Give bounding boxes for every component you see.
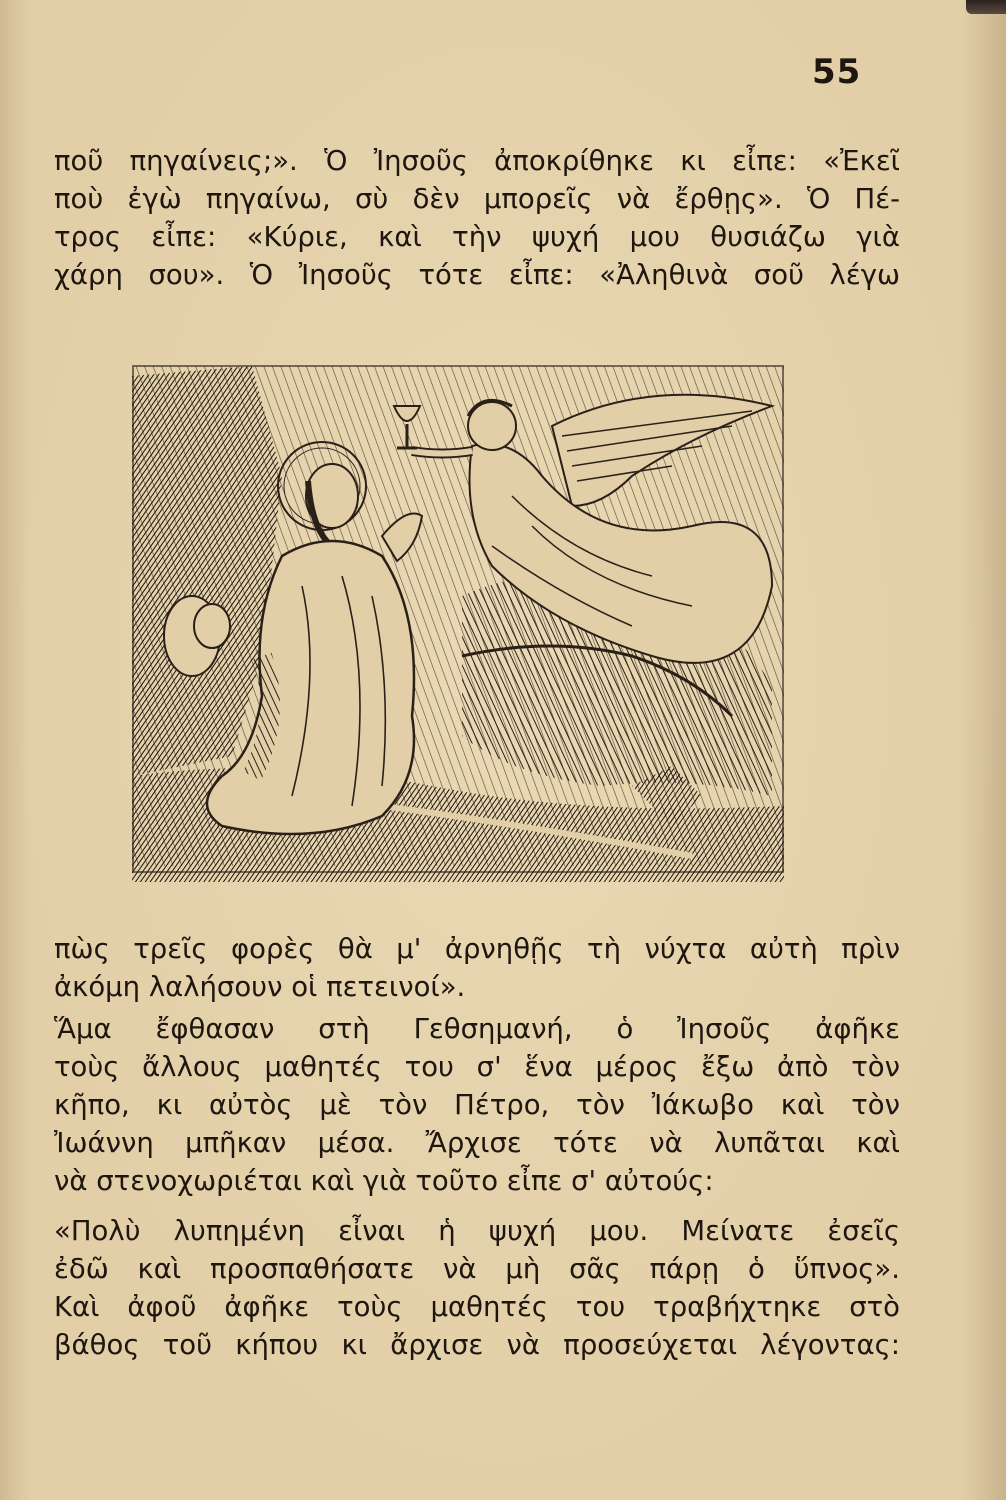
text-line: ἐδῶ καὶ προσπαθήσατε νὰ μὴ σᾶς πάρῃ ὁ ὕπνος». [54, 1253, 900, 1285]
text-line: Ἅμα ἔφθασαν στὴ Γεθσημανή, ὁ Ἰησοῦς ἀφῆκε [54, 1013, 900, 1045]
text-line: ἀκόμη λαλήσουν οἱ πετεινοί». [54, 971, 466, 1003]
text-line: τοὺς ἄλλους μαθητές του σ' ἕνα μέρος ἔξω ἀπὸ τὸν [54, 1051, 900, 1083]
text-line: ποὺ ἐγὼ πηγαίνω, σὺ δὲν μπορεῖς νὰ ἔρθῃς». Ὁ Πέ- [54, 183, 900, 215]
text-line: κῆπο, κι αὐτὸς μὲ τὸν Πέτρο, τὸν Ἰάκωβο καὶ τὸν [54, 1089, 900, 1121]
paragraph-2 [54, 930, 900, 1006]
text-line: χάρη σου». Ὁ Ἰησοῦς τότε εἶπε: «Ἀληθινὰ σοῦ λέγω [54, 259, 900, 291]
text-line: νὰ στενοχωριέται καὶ γιὰ τοῦτο εἶπε σ' αὐτούς: [54, 1165, 714, 1197]
page-corner-shadow [966, 0, 1006, 14]
text-line: «Πολὺ λυπημένη εἶναι ἡ ψυχή μου. Μείνατε ἐσεῖς [54, 1215, 900, 1247]
text-line: ποῦ πηγαίνεις;». Ὁ Ἰησοῦς ἀποκρίθηκε κι εἶπε: «Ἐκεῖ [54, 145, 900, 177]
page-number: 55 [812, 52, 862, 92]
paragraph-3 [54, 1010, 900, 1200]
text-line: τρος εἶπε: «Κύριε, καὶ τὴν ψυχή μου θυσιάζω γιὰ [54, 221, 900, 253]
paragraph-top [54, 142, 900, 294]
gethsemane-engraving [132, 356, 784, 882]
text-line: βάθος τοῦ κήπου κι ἄρχισε νὰ προσεύχεται λέγοντας: [54, 1329, 900, 1361]
text-line: Ἰωάννη μπῆκαν μέσα. Ἄρχισε τότε νὰ λυπᾶται καὶ [54, 1127, 900, 1159]
text-line: Καὶ ἀφοῦ ἀφῆκε τοὺς μαθητές του τραβήχτηκε στὸ [54, 1291, 900, 1323]
paragraph-4 [54, 1212, 900, 1364]
text-line: πὼς τρεῖς φορὲς θὰ μ' ἀρνηθῇς τὴ νύχτα αὐτὴ πρὶν [54, 933, 900, 965]
